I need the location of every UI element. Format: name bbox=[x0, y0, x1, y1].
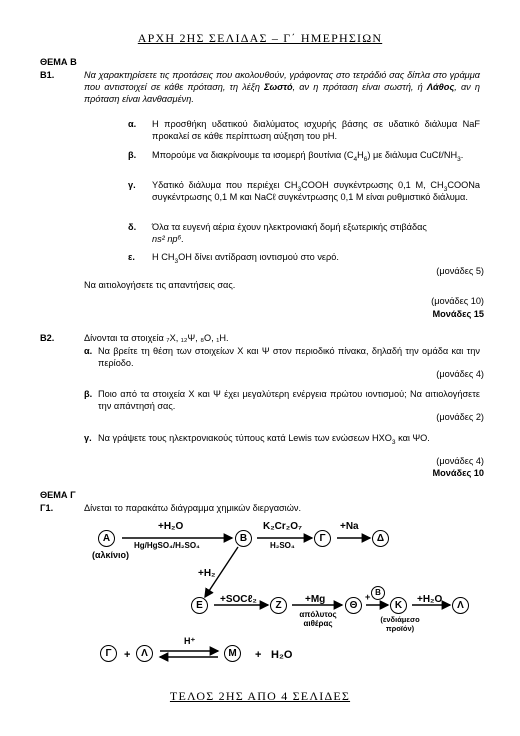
plus-sign-product: + bbox=[255, 649, 262, 661]
item-letter: γ. bbox=[84, 433, 92, 443]
section-title-b: ΘΕΜΑ Β bbox=[40, 57, 77, 67]
item-letter: ε. bbox=[128, 252, 135, 262]
alkyne-label: (αλκίνιο) bbox=[92, 550, 130, 560]
b1-item-d: Όλα τα ευγενή αέρια έχουν ηλεκτρονιακή δομή εξωτερικής στιβάδας ns² np⁶. bbox=[152, 222, 427, 244]
marks-b1: (μονάδες 5) bbox=[436, 266, 484, 276]
node-a: Α bbox=[98, 530, 115, 547]
question-b1-intro: Να χαρακτηρίσετε τις προτάσεις που ακολουθούν, γράφοντας στο τετράδιό σας δίπλα στο γράμμα που αντιστοιχεί σε κάθε πρόταση, τη λέξη Σωστό, αν η πρόταση είναι σωστή, ή Λάθος, αν η πρόταση είναι λανθασμένη. bbox=[84, 70, 480, 104]
marks-b2-c: (μονάδες 4) bbox=[436, 456, 484, 466]
node-g-eq: Γ bbox=[100, 645, 117, 662]
plus-sign-eq: + bbox=[124, 649, 131, 661]
node-k: Κ bbox=[390, 597, 407, 614]
plus-sign: + bbox=[365, 592, 371, 602]
node-b-small: Β bbox=[371, 586, 385, 600]
node-m: Μ bbox=[224, 645, 241, 662]
intermediate-label: (ενδιάμεσο προϊόν) bbox=[380, 615, 420, 633]
question-label-g1: Γ1. bbox=[40, 503, 54, 513]
section-title-g: ΘΕΜΑ Γ bbox=[40, 490, 76, 500]
marks-b2-b: (μονάδες 2) bbox=[436, 412, 484, 422]
reagent-sulfuric: H₂SO₄ bbox=[270, 541, 295, 550]
item-letter: β. bbox=[128, 150, 137, 160]
marks-b2-a: (μονάδες 4) bbox=[436, 369, 484, 379]
reagent-mg: +Mg bbox=[305, 594, 326, 605]
node-th: Θ bbox=[345, 597, 362, 614]
total-marks-b1: Μονάδες 15 bbox=[432, 309, 484, 319]
node-d: Δ bbox=[372, 530, 389, 547]
question-g1-intro: Δίνεται το παρακάτω διάγραμμα χημικών διεργασιών. bbox=[84, 503, 302, 513]
reagent-dichromate: K₂Cr₂O₇ bbox=[263, 521, 302, 532]
node-l-eq: Λ bbox=[136, 645, 153, 662]
reagent-hydrogen: +H₂ bbox=[198, 568, 216, 579]
item-letter: α. bbox=[84, 346, 93, 356]
ether-label: απόλυτος αιθέρας bbox=[299, 610, 337, 629]
question-b2-intro: Δίνονται τα στοιχεία ₇Χ, ₁₂Ψ, ₈Ο, ₁Η. bbox=[84, 333, 229, 343]
question-label-b2: Β2. bbox=[40, 333, 55, 343]
node-e: Ε bbox=[191, 597, 208, 614]
justify-instruction: Να αιτιολογήσετε τις απαντήσεις σας. bbox=[84, 280, 236, 290]
node-b: Β bbox=[235, 530, 252, 547]
page-header: ΑΡΧΗ 2ΗΣ ΣΕΛΙΔΑΣ – Γ΄ ΗΜΕΡΗΣΙΩΝ bbox=[137, 31, 383, 45]
b2-item-a: Να βρείτε τη θέση των στοιχείων Χ και Ψ στον περιοδικό πίνακα, δηλαδή την ομάδα και την περίοδο. bbox=[98, 346, 480, 368]
b1-item-a: Η προσθήκη υδατικού διαλύματος ισχυρής βάσης σε υδατικό διάλυμα NaF προκαλεί σε κάθε περίπτωση αύξηση του pH. bbox=[152, 119, 480, 141]
b1-item-b: Μπορούμε να διακρίνουμε τα ισομερή βουτίνια $(C_4H_6)$ με διάλυμα CuCℓ/$NH_3$. bbox=[152, 150, 464, 163]
b2-item-b: Ποιο από τα στοιχεία Χ και Ψ έχει μεγαλύτερη ενέργεια πρώτου ιοντισμού; Να αιτιολογήσετε την απάντησή σας. bbox=[98, 389, 480, 411]
reagent-water-2: +H₂O bbox=[417, 594, 443, 605]
item-letter: α. bbox=[128, 119, 137, 129]
b1-item-e: Η $CH_3OH$ δίνει αντίδραση ιοντισμού στο νερό. bbox=[152, 252, 339, 265]
item-letter: γ. bbox=[128, 180, 136, 190]
reagent-na: +Na bbox=[340, 521, 359, 532]
total-marks-b2: Μονάδες 10 bbox=[432, 468, 484, 478]
reagent-water: +H₂O bbox=[158, 521, 184, 532]
b2-item-c: Να γράψετε τους ηλεκτρονιακούς τύπους κατά Lewis των ενώσεων $HXO_3$ και ΨO. bbox=[98, 433, 430, 446]
question-label-b1: Β1. bbox=[40, 70, 55, 80]
node-l: Λ bbox=[452, 597, 469, 614]
page-footer: ΤΕΛΟΣ 2ΗΣ ΑΠΟ 4 ΣΕΛΙΔΕΣ bbox=[169, 689, 351, 703]
item-letter: β. bbox=[84, 389, 93, 399]
reagent-socl2: +SOCℓ₂ bbox=[220, 594, 257, 605]
b1-item-c: Υδατικό διάλυμα που περιέχει $CH_3COOH$ συγκέντρωσης 0,1 Μ, $CH_3COONa$ συγκέντρωσης 0,1 Μ και NaCℓ συγκέντρωσης 0,1 Μ είναι ρυθμιστικό διάλυμα. bbox=[152, 180, 480, 202]
catalyst-h-plus: H⁺ bbox=[184, 636, 196, 646]
water-product: H₂O bbox=[271, 649, 293, 661]
item-letter: δ. bbox=[128, 222, 137, 232]
node-g: Γ bbox=[314, 530, 331, 547]
node-z: Ζ bbox=[270, 597, 287, 614]
catalyst-hg: Hg/HgSO₄/H₂SO₄ bbox=[134, 541, 200, 550]
marks-b1-justify: (μονάδες 10) bbox=[431, 296, 484, 306]
